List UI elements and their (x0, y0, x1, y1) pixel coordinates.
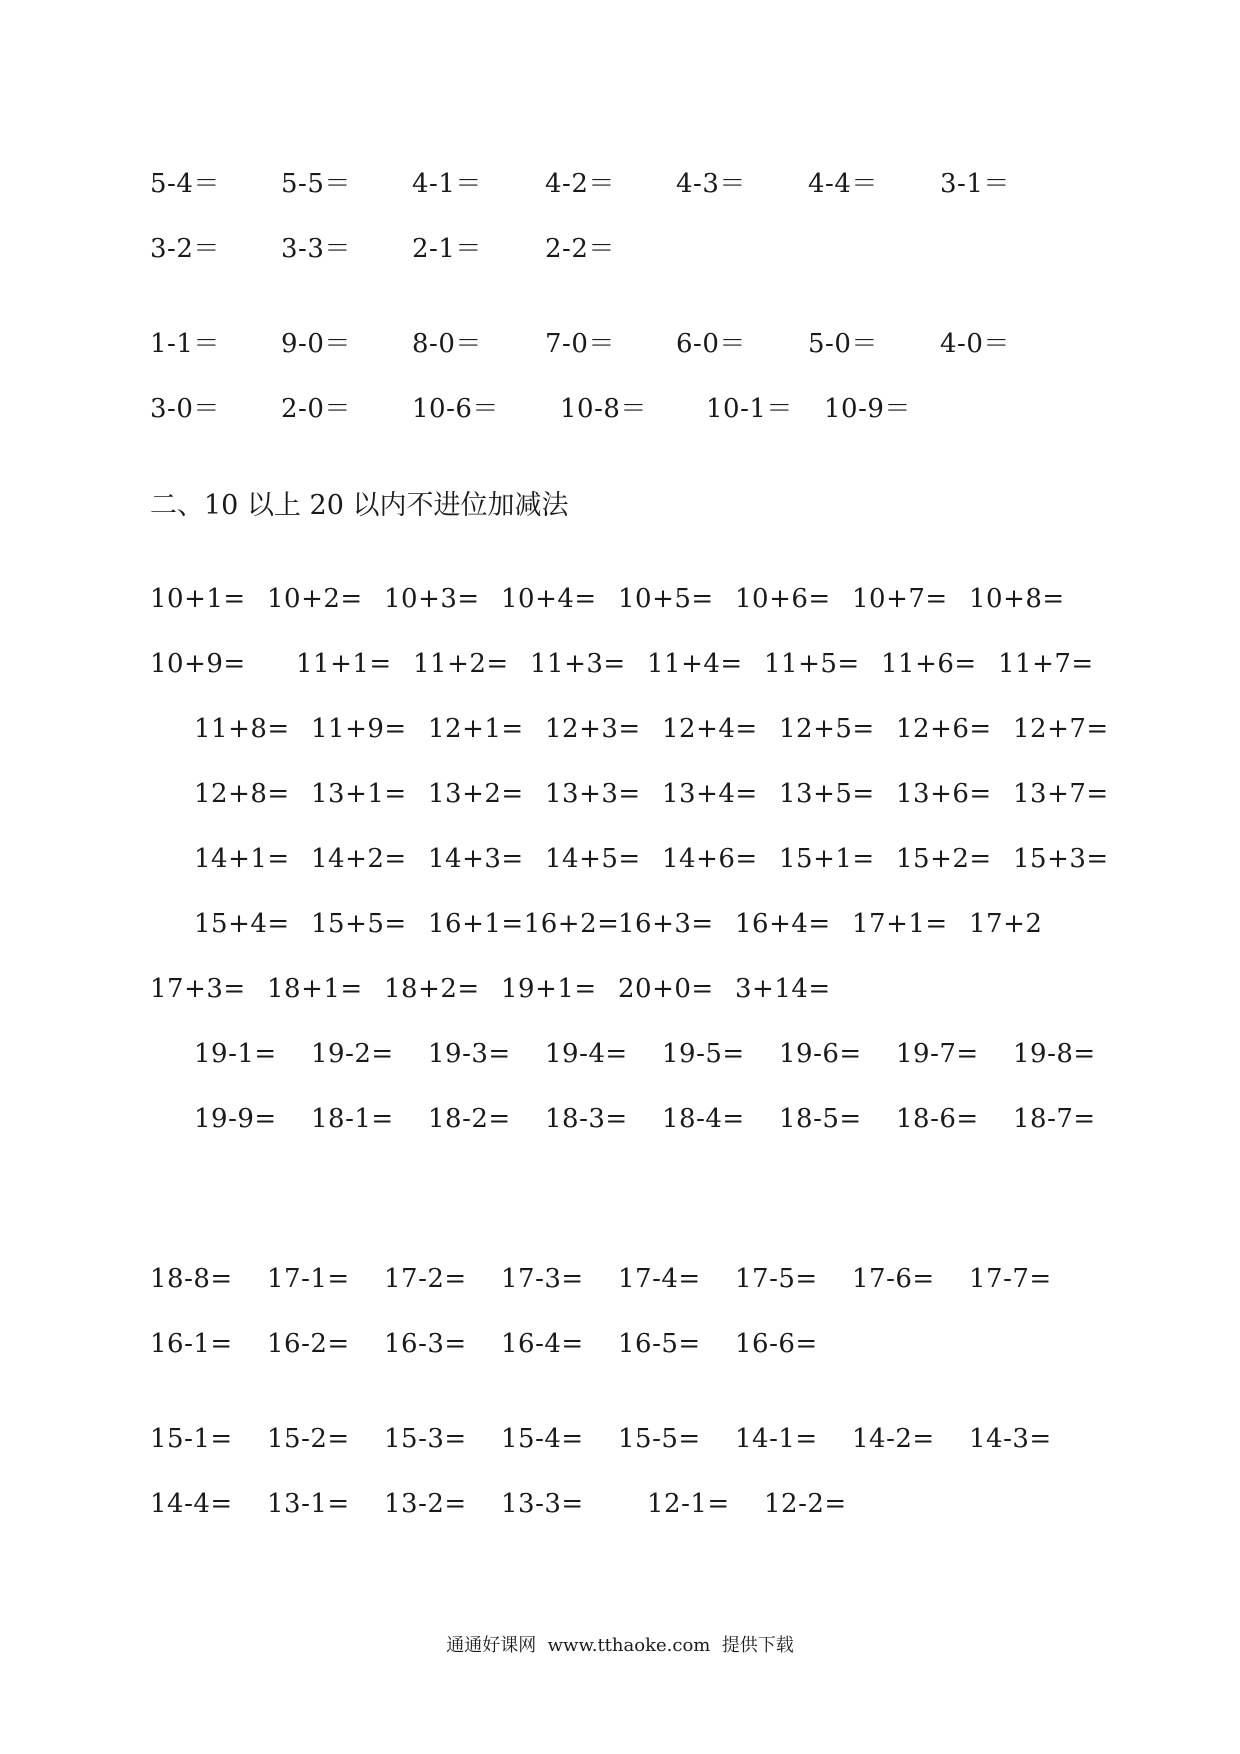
problem: 11+5= (764, 649, 860, 679)
problem-row (0, 969, 1240, 1009)
problem: 17+2 (969, 909, 1043, 939)
problem-row (0, 164, 1240, 204)
problem: 13+1= (311, 779, 407, 809)
problem: 16+3= (618, 909, 714, 939)
problem: 12+6= (896, 714, 992, 744)
problem: 13+4= (662, 779, 758, 809)
problem: 6-0＝ (676, 329, 746, 359)
problem: 17-3= (501, 1264, 584, 1294)
problem: 3-2＝ (150, 234, 220, 264)
problem: 15-1= (150, 1424, 233, 1454)
problem-row (0, 1259, 1240, 1299)
problem: 19-3= (428, 1039, 511, 1069)
problem-row (0, 709, 1240, 749)
problem: 13-3= (501, 1489, 584, 1519)
problem: 11+1= (296, 649, 392, 679)
problem: 13+6= (896, 779, 992, 809)
problem: 11+2= (413, 649, 509, 679)
page-footer: 通通好课网 www.tthaoke.com 提供下载 (446, 1635, 794, 1656)
problem: 16-5= (618, 1329, 701, 1359)
problem-row (0, 1324, 1240, 1364)
problem: 3-3＝ (281, 234, 351, 264)
problem: 11+9= (311, 714, 407, 744)
problem: 13+3= (545, 779, 641, 809)
problem: 16-3= (384, 1329, 467, 1359)
problem: 15-3= (384, 1424, 467, 1454)
problem: 20+0= (618, 974, 714, 1004)
problem: 15-2= (267, 1424, 350, 1454)
problem: 13+5= (779, 779, 875, 809)
problem: 16-6= (735, 1329, 818, 1359)
problem: 3-0＝ (150, 394, 220, 424)
problem-row (0, 839, 1240, 879)
problem: 16-4= (501, 1329, 584, 1359)
problem: 10+8= (969, 584, 1065, 614)
problem: 15+5= (311, 909, 407, 939)
problem: 4-3＝ (676, 169, 746, 199)
problem: 17-7= (969, 1264, 1052, 1294)
problem: 17-4= (618, 1264, 701, 1294)
problem: 10+3= (384, 584, 480, 614)
problem: 15+3= (1013, 844, 1109, 874)
problem: 9-0＝ (281, 329, 351, 359)
problem: 12+1= (428, 714, 524, 744)
problem: 10+6= (735, 584, 831, 614)
problem: 8-0＝ (412, 329, 482, 359)
problem: 12+8= (194, 779, 290, 809)
problem: 12+7= (1013, 714, 1109, 744)
section-heading: 二、10 以上 20 以内不进位加减法 (150, 490, 569, 521)
problem: 15+2= (896, 844, 992, 874)
problem: 14+3= (428, 844, 524, 874)
problem-row (0, 324, 1240, 364)
problem: 11+6= (881, 649, 977, 679)
problem: 15-5= (618, 1424, 701, 1454)
problem: 2-0＝ (281, 394, 351, 424)
problem: 18-8= (150, 1264, 233, 1294)
problem: 18-6= (896, 1104, 979, 1134)
problem-row (0, 389, 1240, 429)
problem: 14-3= (969, 1424, 1052, 1454)
problem: 4-1＝ (412, 169, 482, 199)
problem: 15-4= (501, 1424, 584, 1454)
problem: 16-1= (150, 1329, 233, 1359)
problem: 11+8= (194, 714, 290, 744)
problem: 17-6= (852, 1264, 935, 1294)
problem-row (0, 774, 1240, 814)
problem-row (0, 1099, 1240, 1139)
problem: 14+2= (311, 844, 407, 874)
problem: 1-1＝ (150, 329, 220, 359)
problem: 14+1= (194, 844, 290, 874)
problem: 16+4= (735, 909, 831, 939)
problem-row (0, 1419, 1240, 1459)
problem: 10+9= (150, 649, 246, 679)
problem: 10+4= (501, 584, 597, 614)
problem: 15+1= (779, 844, 875, 874)
problem: 17-5= (735, 1264, 818, 1294)
problem: 14-4= (150, 1489, 233, 1519)
problem: 12+4= (662, 714, 758, 744)
problem: 13-1= (267, 1489, 350, 1519)
problem: 11+4= (647, 649, 743, 679)
problem: 14+5= (545, 844, 641, 874)
problem: 10-9＝ (824, 394, 911, 424)
problem: 17+3= (150, 974, 246, 1004)
problem: 14+6= (662, 844, 758, 874)
problem: 10+7= (852, 584, 948, 614)
problem: 18-5= (779, 1104, 862, 1134)
problem: 14-2= (852, 1424, 935, 1454)
problem: 16+1=16+2= (428, 909, 620, 939)
problem: 17-1= (267, 1264, 350, 1294)
problem: 5-4＝ (150, 169, 220, 199)
problem: 16-2= (267, 1329, 350, 1359)
problem-row (0, 1484, 1240, 1524)
problem: 18-4= (662, 1104, 745, 1134)
problem: 10-1＝ (706, 394, 793, 424)
problem: 10-8＝ (560, 394, 647, 424)
problem: 12-2= (764, 1489, 847, 1519)
problem-row (0, 579, 1240, 619)
problem-row (0, 1034, 1240, 1074)
problem: 18-1= (311, 1104, 394, 1134)
problem: 19-9= (194, 1104, 277, 1134)
problem: 13+2= (428, 779, 524, 809)
problem: 18+1= (267, 974, 363, 1004)
problem: 19-5= (662, 1039, 745, 1069)
problem: 5-5＝ (281, 169, 351, 199)
problem: 14-1= (735, 1424, 818, 1454)
problem: 4-2＝ (545, 169, 615, 199)
problem-row (0, 904, 1240, 944)
problem: 10-6＝ (412, 394, 499, 424)
problem: 19-6= (779, 1039, 862, 1069)
problem: 10+5= (618, 584, 714, 614)
problem-row (0, 644, 1240, 684)
problem: 2-1＝ (412, 234, 482, 264)
problem: 12-1= (647, 1489, 730, 1519)
problem: 18+2= (384, 974, 480, 1004)
problem: 18-7= (1013, 1104, 1096, 1134)
problem: 17+1= (852, 909, 948, 939)
problem: 19+1= (501, 974, 597, 1004)
problem: 19-1= (194, 1039, 277, 1069)
problem: 7-0＝ (545, 329, 615, 359)
problem: 4-0＝ (940, 329, 1010, 359)
problem: 3+14= (735, 974, 831, 1004)
problem: 15+4= (194, 909, 290, 939)
problem: 19-4= (545, 1039, 628, 1069)
problem: 18-3= (545, 1104, 628, 1134)
problem: 17-2= (384, 1264, 467, 1294)
problem: 4-4＝ (808, 169, 878, 199)
problem: 19-8= (1013, 1039, 1096, 1069)
problem: 2-2＝ (545, 234, 615, 264)
problem: 10+2= (267, 584, 363, 614)
problem: 10+1= (150, 584, 246, 614)
problem-row (0, 229, 1240, 269)
problem: 12+5= (779, 714, 875, 744)
problem: 13+7= (1013, 779, 1109, 809)
problem: 11+3= (530, 649, 626, 679)
problem: 12+3= (545, 714, 641, 744)
problem: 13-2= (384, 1489, 467, 1519)
problem: 19-2= (311, 1039, 394, 1069)
problem: 5-0＝ (808, 329, 878, 359)
problem: 11+7= (998, 649, 1094, 679)
problem: 18-2= (428, 1104, 511, 1134)
problem: 3-1＝ (940, 169, 1010, 199)
problem: 19-7= (896, 1039, 979, 1069)
